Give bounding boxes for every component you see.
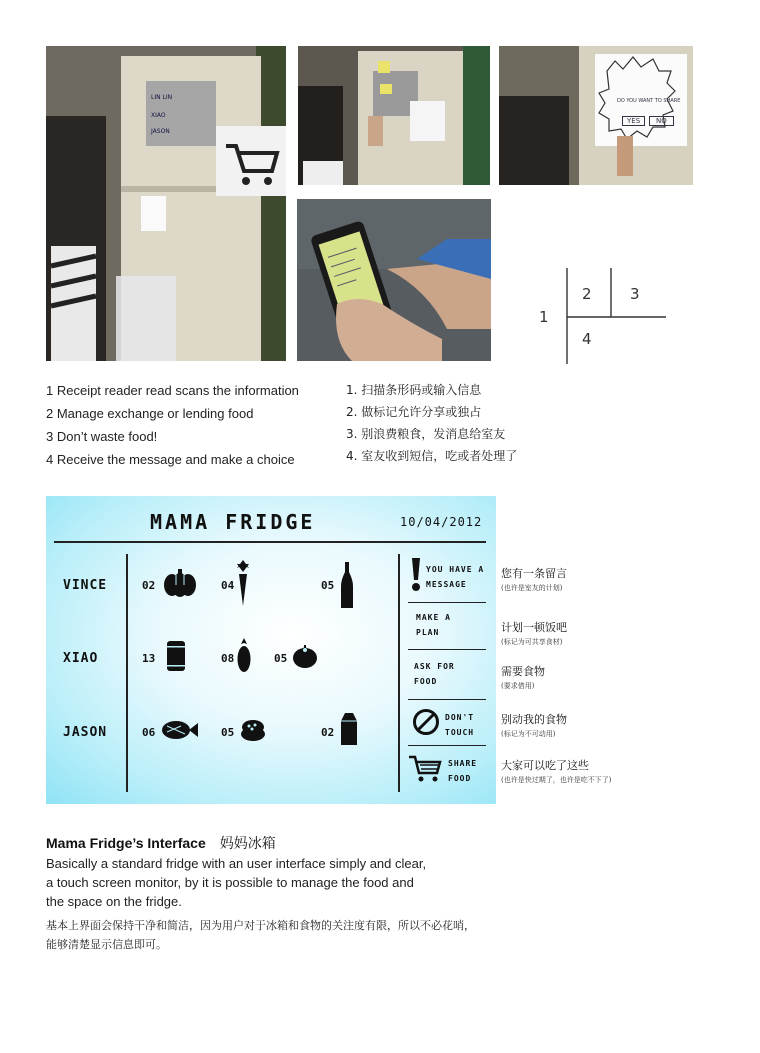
steps-chinese bbox=[346, 379, 517, 467]
menu-divider bbox=[398, 554, 400, 792]
bottle-icon[interactable] bbox=[340, 562, 354, 608]
photo-share-sign bbox=[499, 46, 693, 185]
item-qty: 08 bbox=[221, 652, 235, 665]
menu-dont-touch-button[interactable] bbox=[445, 710, 474, 740]
item-qty: 05 bbox=[321, 579, 335, 592]
step-item: 3. 别浪费粮食，发消息给室友 bbox=[346, 427, 506, 441]
note-subtitle: (标记为不可动用) bbox=[501, 730, 556, 738]
fridge-name-label: LIN LIN bbox=[151, 94, 173, 101]
menu-make-plan-button[interactable] bbox=[416, 610, 451, 640]
caption-line: 基本上界面会保持干净和简洁，因为用户对于冰箱和食物的关注度有限，所以不必花哨， bbox=[46, 919, 475, 932]
menu-note-ask bbox=[501, 663, 545, 691]
interface-date: 10/04/2012 bbox=[400, 515, 483, 529]
fridge-interface-panel bbox=[46, 496, 496, 804]
header-divider bbox=[54, 541, 486, 543]
caption-english bbox=[46, 854, 506, 911]
interface-caption bbox=[46, 833, 506, 954]
fridge-name-label: XIAO bbox=[151, 112, 166, 119]
item-qty: 04 bbox=[221, 579, 235, 592]
menu-label-line1: DON'T bbox=[445, 713, 475, 722]
item-qty: 02 bbox=[321, 726, 335, 739]
names-divider bbox=[126, 554, 128, 792]
interface-title: MAMA FRIDGE bbox=[150, 510, 316, 534]
fish-icon[interactable] bbox=[161, 718, 199, 742]
diagram-label-1: 1 bbox=[539, 308, 549, 326]
step-item: 1. 扫描条形码或输入信息 bbox=[346, 383, 482, 397]
menu-note-share bbox=[501, 757, 611, 785]
menu-separator bbox=[408, 602, 486, 603]
caption-line: the space on the fridge. bbox=[46, 894, 182, 909]
sushi-icon[interactable] bbox=[240, 718, 266, 742]
note-subtitle: (要求借用) bbox=[501, 682, 535, 690]
diagram-label-4: 4 bbox=[582, 330, 592, 348]
tomato-icon[interactable] bbox=[292, 644, 318, 668]
menu-label-line2: PLAN bbox=[416, 628, 440, 637]
menu-label-line1: YOU HAVE A bbox=[426, 565, 485, 574]
menu-label-line1: SHARE bbox=[448, 759, 478, 768]
diagram-label-3: 3 bbox=[630, 285, 640, 303]
menu-note-dont-touch bbox=[501, 711, 567, 739]
note-title: 大家可以吃了这些 bbox=[501, 759, 589, 772]
caption-line: a touch screen monitor, by it is possible to manage the food and bbox=[46, 875, 414, 890]
caption-heading bbox=[46, 833, 506, 853]
caption-line: Basically a standard fridge with an user interface simply and clear, bbox=[46, 856, 427, 871]
step-item: 4. 室友收到短信，吃或者处理了 bbox=[346, 449, 518, 463]
item-qty: 02 bbox=[142, 579, 156, 592]
milk-carton-icon[interactable] bbox=[339, 712, 359, 746]
caption-line: 能够清楚显示信息即可。 bbox=[46, 938, 167, 951]
note-title: 计划一顿饭吧 bbox=[501, 621, 567, 634]
steps-english bbox=[46, 379, 299, 471]
menu-ask-food-button[interactable] bbox=[414, 659, 455, 689]
menu-separator bbox=[408, 649, 486, 650]
eggplant-icon[interactable] bbox=[236, 636, 252, 674]
user-name-xiao[interactable]: XIAO bbox=[63, 651, 99, 666]
caption-chinese bbox=[46, 916, 506, 954]
note-title: 别动我的食物 bbox=[501, 713, 567, 726]
caption-heading-zh: 妈妈冰箱 bbox=[219, 835, 276, 851]
exclamation-icon bbox=[410, 558, 422, 592]
fridge-name-label: JASON bbox=[151, 128, 170, 135]
menu-share-food-button[interactable] bbox=[448, 756, 477, 786]
user-name-jason[interactable]: JASON bbox=[63, 725, 108, 740]
menu-label-line1: MAKE A bbox=[416, 613, 451, 622]
sign-yes: YES bbox=[622, 116, 645, 126]
step-item: 1 Receipt reader read scans the information bbox=[46, 383, 299, 398]
shopping-cart-icon bbox=[408, 754, 442, 784]
carrot-icon[interactable] bbox=[234, 558, 252, 608]
menu-label-line2: MESSAGE bbox=[426, 580, 467, 589]
pumpkin-icon[interactable] bbox=[163, 568, 197, 598]
step-item: 2. 做标记允许分享或独占 bbox=[346, 405, 482, 419]
user-name-vince[interactable]: VINCE bbox=[63, 578, 108, 593]
item-qty: 06 bbox=[142, 726, 156, 739]
no-entry-icon bbox=[412, 708, 440, 736]
note-title: 需要食物 bbox=[501, 665, 545, 678]
menu-label-line2: FOOD bbox=[414, 677, 438, 686]
menu-separator bbox=[408, 745, 486, 746]
note-title: 您有一条留言 bbox=[501, 567, 567, 580]
step-item: 4 Receive the message and make a choice bbox=[46, 452, 295, 467]
photo-fridge-receipt bbox=[46, 46, 286, 361]
menu-label-line2: FOOD bbox=[448, 774, 472, 783]
photo-phone-message bbox=[297, 199, 491, 361]
sign-question: DO YOU WANT TO SHARE bbox=[617, 98, 681, 104]
menu-separator bbox=[408, 699, 486, 700]
menu-note-message bbox=[501, 565, 567, 593]
step-item: 3 Don’t waste food! bbox=[46, 429, 158, 444]
item-qty: 05 bbox=[221, 726, 235, 739]
can-icon[interactable] bbox=[166, 640, 186, 672]
menu-label-line1: ASK FOR bbox=[414, 662, 455, 671]
caption-heading-en: Mama Fridge’s Interface bbox=[46, 835, 206, 851]
item-qty: 05 bbox=[274, 652, 288, 665]
diagram-label-2: 2 bbox=[582, 285, 592, 303]
sign-no: NO bbox=[649, 116, 674, 126]
item-qty: 13 bbox=[142, 652, 156, 665]
menu-label-line2: TOUCH bbox=[445, 728, 475, 737]
menu-message-button[interactable] bbox=[426, 562, 484, 592]
layout-key-diagram bbox=[530, 268, 680, 368]
note-subtitle: (也许是快过期了，也许是吃不下了) bbox=[501, 776, 612, 784]
menu-note-plan bbox=[501, 619, 567, 647]
photo-sticky-notes bbox=[298, 46, 490, 185]
note-subtitle: (也许是室友的计划) bbox=[501, 584, 563, 592]
note-subtitle: (标记为可共享食材) bbox=[501, 638, 563, 646]
step-item: 2 Manage exchange or lending food bbox=[46, 406, 254, 421]
